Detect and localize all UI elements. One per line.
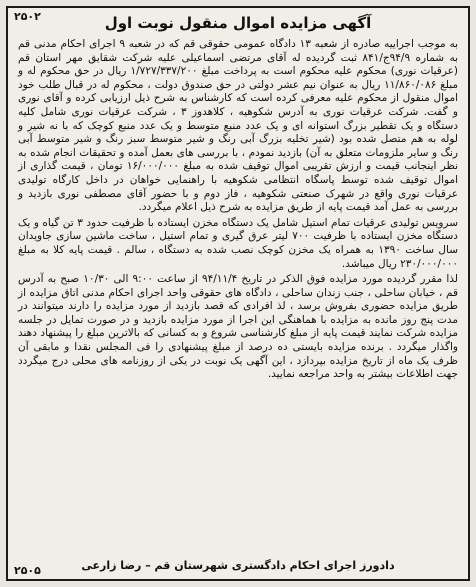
notice-paragraph-3: لذا مقرر گردیده مورد مزایده فوق الذکر در تاریخ ۹۴/۱۱/۴ از ساعت ۹:۰۰ الی ۱۰/۳۰ صبح به آدرس قم ، خیابان ساحلی ، جنب زندان ساحلی ، دادگاه های حقوقی واحد اجرای احکام مدنی اتاق مزایده از طریق مزایده حضوری بفروش برسد ، لذ افرادی که قصد بازدید از مورد مزایده را دارند میتوانند در مدت پنج روز مانده به مزایده با هماهنگی این اجرا از مورد مزایده بازدید و در صورت تمایل در جلسه مزایده شرکت نمایند قیمت پایه از مبلغ کارشناسی شروع و به کسانی که بالاترین مبلغ را پیشنهاد دهند واگذار میگردد . برنده مزایده بایستی ده درصد از مبلغ پیشنهادی را فی المجلس نقدا و مابقی آن ظرف یک ماه از تاریخ مزایده بپردازد ، این آگهی یک نوبت در یکی از روزنامه های محلی درج میگردد جهت اطلاعات بیشتر به واحد مراجعه نمایید. [18,273,458,381]
notice-body [18,38,458,384]
notice-paragraph-1: به موجب اجراییه صادره از شعبه ۱۳ دادگاه عمومی حقوقی قم که در شعبه ۹ اجرای احکام مدنی قم به شماره ۹۴/۹ج/۸۴۱ ثبت گردیده له آقای مرتضی اسماعیلی علیه شرکت شقایق مهر استان قم (عرقیات نوری) محکوم علیه محکوم است به پرداخت مبلغ ۱/۷۲۷/۳۳۷/۲۰۰ ریال در حق محکوم له و مبلغ ۱۱/۸۶۰/۰۸۶ ریال به عنوان نیم عشر دولتی در حق صندوق دولت ، محکوم له در قبال طلب خود اموال منقول از محکوم علیه معرفی کرده است که کارشناس به شرح ذیل ارزیابی کرده و آقای نوری و گفت. شرکت عرقیات نوری به آدرس شکوهیه ، کلاهدوز ۳ ، شرکت عرقیات نوری شامل کلیه دستگاه و یک تقطیر بزرگ استوانه ای و یک عدد منبع متوسط و یک عدد منبع کوچک که با نه شیر و لوله به هم متصل شده بود (شیر تخلیه بزرگ آبی رنگ و شیر متوسط سبز رنگ و شیر متوسط آبی رنگ و سایر ملزومات متعلق به آن) بازدید نمودم ، با بررسی های بعمل آمده و تحقیقات انجام شده به نظر اینجانب قیمت و ارزش تقریبی اموال توقیف شده به مبلغ ۱۶/۰۰۰/۰۰۰ تومان ، قیمت گذاری از اموال توقیف شده توسط پاسگاه انتظامی شکوهیه با راهنمایی خواهان در داخل کارگاه تولیدی عرقیات نوری واقع در شهرک صنعتی شکوهیه ، فاز دوم و با حضور آقای مصطفی نوری بازدید و بررسی به عمل آمد قیمت پایه از طریق مزایده به شرح ذیل اعلام میگردد. [18,38,459,214]
notice-code-bottom: ۲۵۰۵ [14,564,41,577]
notice-code-top: ۲۵۰۲ [14,10,41,23]
notice-title: آگهی مزایده اموال منقول نوبت اول [104,14,372,32]
notice-signature: دادورز اجرای احکام دادگستری شهرستان قم – رضا زارعی [81,559,395,572]
notice-frame [6,6,470,581]
notice-paragraph-2: سرویس تولیدی عرقیات تمام استیل شامل یک دستگاه مخزن ایستاده با ظرفیت حدود ۳ تن گیاه و یک دستگاه مخزن ایستاده با ظرفیت ۷۰۰ لیتر عرق گیری و تمام استیل ، ساخت ماشین سازی جاویدان سال ساخت ۱۳۹۰ به همراه یک مخزن کوچک نصب شده به دستگاه ، سالم . قیمت پایه کلا به مبلغ ۲۳۰/۰۰۰/۰۰۰ ریال میباشد. [18,216,458,270]
